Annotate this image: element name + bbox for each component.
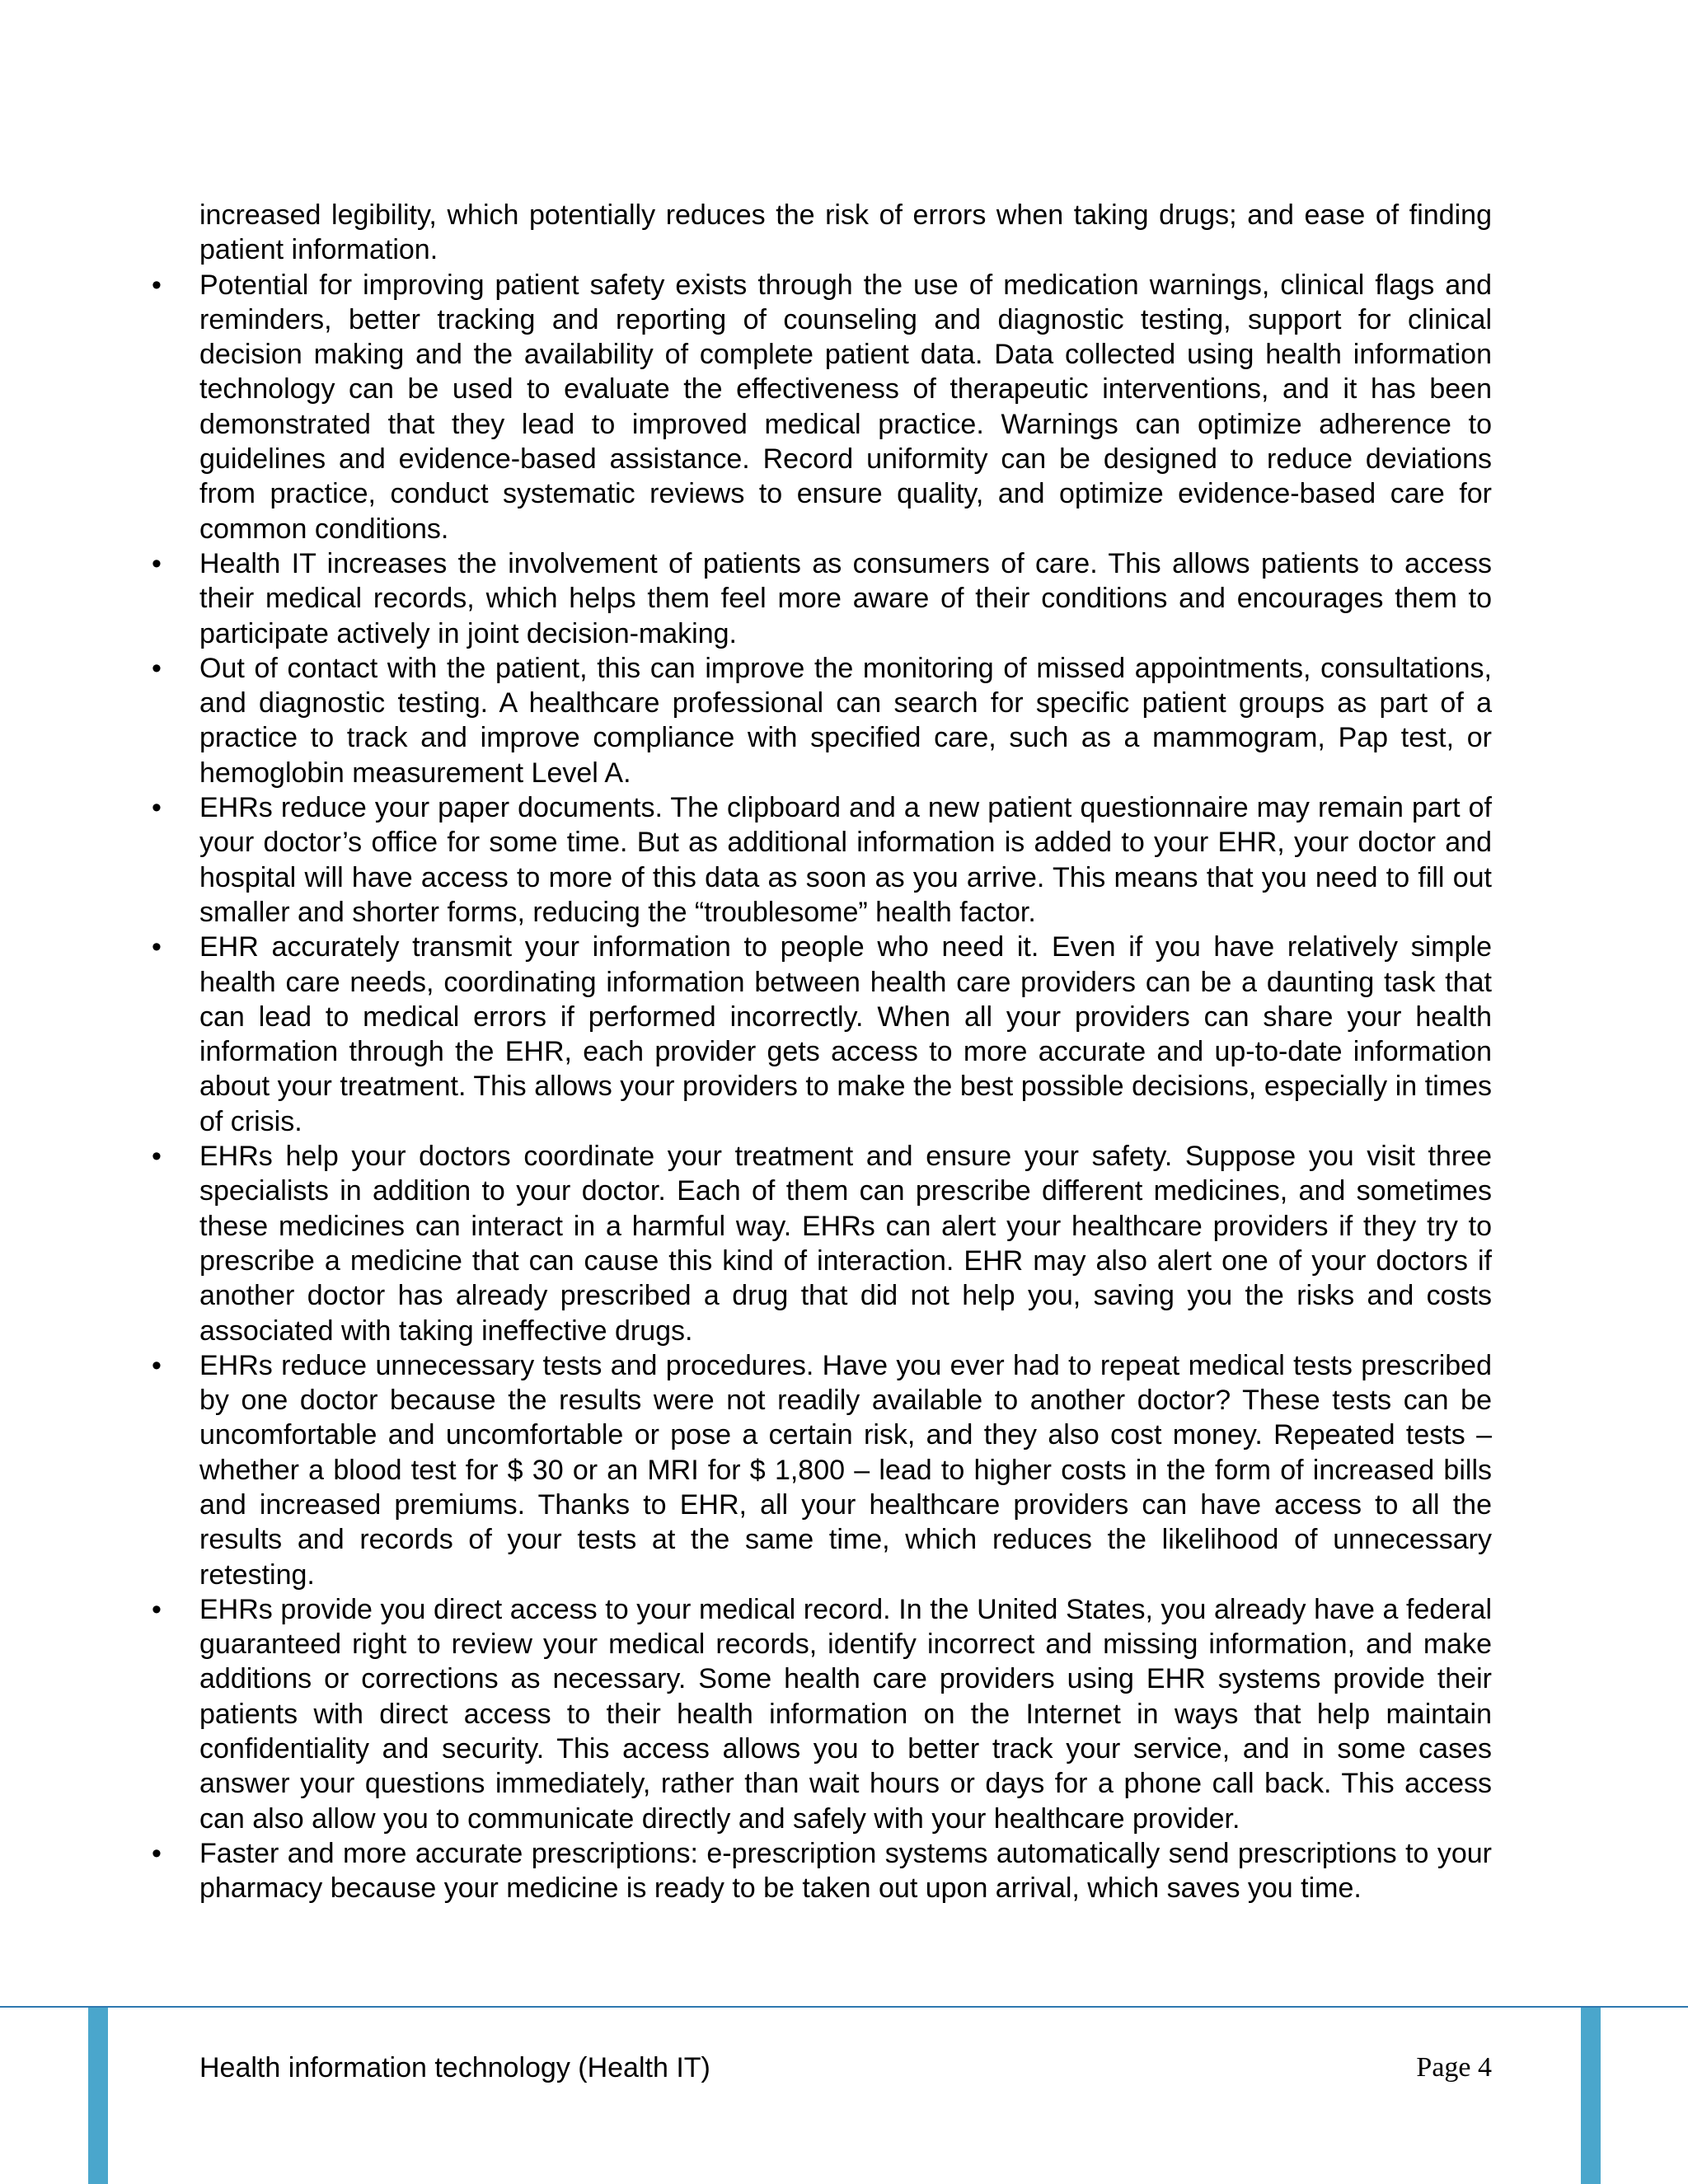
footer-divider bbox=[0, 2006, 1688, 2008]
bullet-icon: • bbox=[152, 547, 162, 579]
list-item-text: EHRs reduce unnecessary tests and procedures. Have you ever had to repeat medical tests prescribed by one doctor because the results were not readily available to another doctor? These tests can be uncomfortable and uncomfortable or pose a certain risk, and they also cost money. Repeated tests – whether a blood test for $ 30 or an MRI for $ 1,800 – lead to higher costs in the form of increased bills and increased premiums. Thanks to EHR, all your healthcare providers can have access to all the results and records of your tests at the same time, which reduces the likelihood of unnecessary retesting. bbox=[199, 1349, 1492, 1591]
list-item bbox=[152, 1139, 1492, 1348]
bullet-list bbox=[152, 268, 1492, 1906]
list-item-text: Faster and more accurate prescriptions: e-prescription systems automatically send prescriptions to your pharmacy because your medicine is ready to be taken out upon arrival, which saves you time. bbox=[199, 1837, 1492, 1905]
bullet-icon: • bbox=[152, 1141, 162, 1173]
footer-right-accent-bar bbox=[1581, 2008, 1601, 2184]
list-item bbox=[152, 268, 1492, 546]
list-item-text: Out of contact with the patient, this can improve the monitoring of missed appointments, consultations, and diagnostic testing. A healthcare professional can search for specific patient groups as part of a practice to track and improve compliance with specified care, such as a mammogram, Pap test, or hemoglobin measurement Level A. bbox=[199, 652, 1492, 789]
bullet-icon: • bbox=[152, 1837, 162, 1869]
page-number: Page 4 bbox=[1416, 2052, 1492, 2083]
continued-paragraph: increased legibility, which potentially reduces the risk of errors when taking drugs; and ease of finding patient information. bbox=[199, 199, 1492, 266]
list-item bbox=[152, 930, 1492, 1139]
list-item bbox=[152, 790, 1492, 930]
footer-title: Health information technology (Health IT) bbox=[199, 2052, 710, 2083]
list-item-text: EHRs provide you direct access to your medical record. In the United States, you already have a federal guaranteed right to review your medical records, identify incorrect and missing information, and make additions or corrections as necessary. Some health care providers using EHR systems provide their patients with direct access to their health information on the Internet in ways that help maintain confidentiality and security. This access allows you to better track your service, and in some cases answer your questions immediately, rather than wait hours or days for a phone call back. This access can also allow you to communicate directly and safely with your healthcare provider. bbox=[199, 1593, 1492, 1835]
list-item-text: EHRs reduce your paper documents. The clipboard and a new patient questionnaire may remain part of your doctor’s office for some time. But as additional information is added to your EHR, your doctor and hospital will have access to more of this data as soon as you arrive. This means that you need to fill out smaller and shorter forms, reducing the “troublesome” health factor. bbox=[199, 792, 1492, 928]
list-item bbox=[152, 1348, 1492, 1592]
list-item bbox=[152, 651, 1492, 790]
bullet-icon: • bbox=[152, 1593, 162, 1625]
list-item-text: EHR accurately transmit your information to people who need it. Even if you have relatively simple health care needs, coordinating information between health care providers can be a daunting task that can lead to medical errors if performed incorrectly. When all your providers can share your health information through the EHR, each provider gets access to more accurate and up-to-date information about your treatment. This allows your providers to make the best possible decisions, especially in times of crisis. bbox=[199, 931, 1492, 1137]
bullet-icon: • bbox=[152, 792, 162, 824]
list-item bbox=[152, 1836, 1492, 1906]
bullet-icon: • bbox=[152, 269, 162, 301]
list-item-text: Health IT increases the involvement of patients as consumers of care. This allows patients to access their medical records, which helps them feel more aware of their conditions and encourages them to participate actively in joint decision-making. bbox=[199, 547, 1492, 649]
bullet-icon: • bbox=[152, 652, 162, 684]
list-item-text: Potential for improving patient safety exists through the use of medication warnings, clinical flags and reminders, better tracking and reporting of counseling and diagnostic testing, support for clinical decision making and the availability of complete patient data. Data collected using health information technology can be used to evaluate the effectiveness of therapeutic interventions, and it has been demonstrated that they lead to improved medical practice. Warnings can optimize adherence to guidelines and evidence-based assistance. Record uniformity can be designed to reduce deviations from practice, conduct systematic reviews to ensure quality, and optimize evidence-based care for common conditions. bbox=[199, 269, 1492, 545]
bullet-icon: • bbox=[152, 931, 162, 963]
page-body bbox=[152, 198, 1492, 1906]
list-item bbox=[152, 546, 1492, 651]
bullet-icon: • bbox=[152, 1349, 162, 1381]
list-item-text: EHRs help your doctors coordinate your treatment and ensure your safety. Suppose you visit three specialists in addition to your doctor. Each of them can prescribe different medicines, and sometimes these medicines can interact in a harmful way. EHRs can alert your healthcare providers if they try to prescribe a medicine that can cause this kind of interaction. EHR may also alert one of your doctors if another doctor has already prescribed a drug that did not help you, saving you the risks and costs associated with taking ineffective drugs. bbox=[199, 1141, 1492, 1347]
list-item bbox=[152, 1592, 1492, 1836]
footer-left-accent-bar bbox=[88, 2008, 108, 2184]
